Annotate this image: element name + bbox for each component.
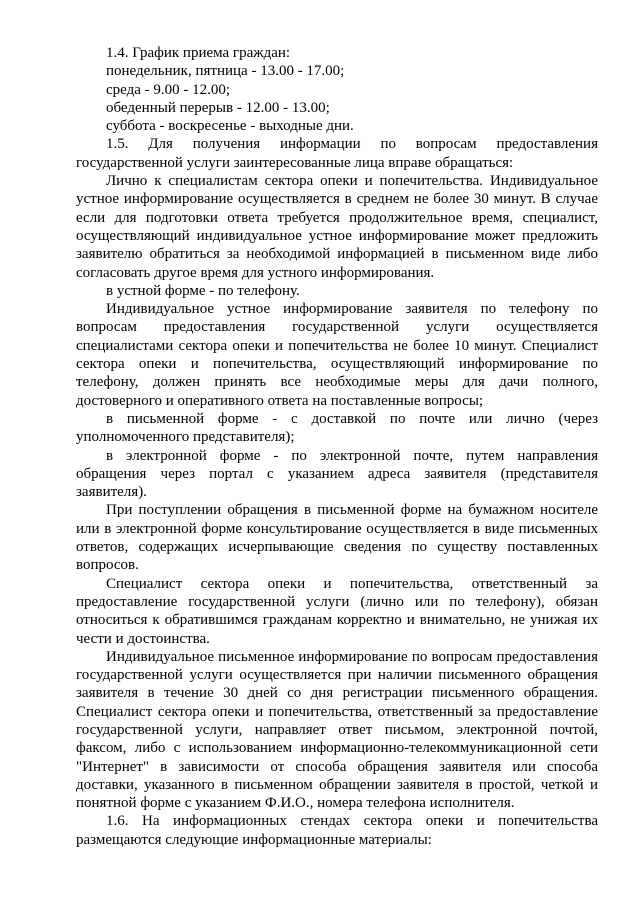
paragraph-specialist-duty: Специалист сектора опеки и попечительства, ответственный за предоставление государственной услуги (лично или по телефону), обязан относиться к обратившимся гражданам корректно и внимательно, не унижая их чести и достоинства. [76, 575, 598, 647]
document-page [76, 44, 598, 849]
schedule-wednesday: среда - 9.00 - 12.00; [106, 81, 231, 98]
paragraph-electronic-form: в электронной форме - по электронной почте, путем направления обращения через портал с указанием адреса заявителя (представителя заявителя). [76, 447, 598, 501]
paragraph-written-form: в письменной форме - с доставкой по почте или лично (через уполномоченного представителя); [76, 410, 598, 446]
schedule-mon-fri: понедельник, пятница - 13.00 - 17.00; [106, 63, 345, 80]
paragraph-1-5: 1.5. Для получения информации по вопросам предоставления государственной услуги заинтересованные лица вправе обращаться: [76, 136, 598, 171]
schedule-lunch-break: обеденный перерыв - 12.00 - 13.00; [106, 99, 330, 116]
paragraph-oral-phone: в устной форме - по телефону. [106, 282, 300, 299]
schedule-weekend: суббота - воскресенье - выходные дни. [106, 118, 354, 135]
paragraph-paper-request: При поступлении обращения в письменной форме на бумажном носителе или в электронной форме консультирование осуществляется в виде письменных ответов, содержащих исчерпывающие сведения по существу поставленных вопросов. [76, 502, 598, 574]
schedule-heading: 1.4. График приема граждан: [106, 45, 291, 61]
paragraph-phone-info: Индивидуальное устное информирование заявителя по телефону по вопросам предоставления государственной услуги осуществляется специалистами сектора опеки и попечительства не более 10 минут. Специалист сектора опеки и попечительства, осуществляющий информирование по телефону, должен принять все необходимые меры для дачи полного, достоверного и оперативного ответа на поставленные вопросы; [76, 301, 598, 409]
paragraph-individual-written: Индивидуальное письменное информирование по вопросам предоставления государственной услуги осуществляется при наличии письменного обращения заявителя в течение 30 дней со дня регистрации письменного обращения. Специалист сектора опеки и попечительства, ответственный за предоставление государственной услуги, направляет ответ письмом, электронной почтой, факсом, либо с использованием информационно-телекоммуникационной сети "Интернет" в зависимости от способа обращения заявителя или способа доставки, указанного в письменном обращении заявителя в простой, четкой и понятной форме с указанием Ф.И.О., номера телефона исполнителя. [76, 648, 598, 812]
paragraph-1-6: 1.6. На информационных стендах сектора опеки и попечительства размещаются следующие информационные материалы: [76, 813, 598, 848]
paragraph-personal-visit: Лично к специалистам сектора опеки и попечительства. Индивидуальное устное информирование осуществляется в среднем не более 30 минут. В случае если для подготовки ответа требуется продолжительное время, специалист, осуществляющий индивидуальное устное информирование может предложить заявителю обратиться за необходимой информацией в письменном виде либо согласовать другое время для устного информирования. [76, 173, 598, 281]
